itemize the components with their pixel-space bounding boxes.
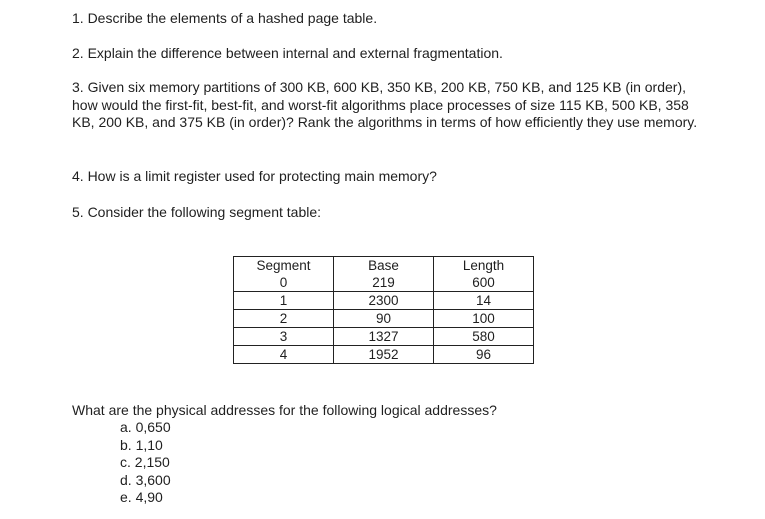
table-row bbox=[234, 274, 534, 292]
table-row bbox=[234, 292, 534, 310]
segment-table bbox=[233, 256, 534, 364]
segment-table-header bbox=[234, 257, 534, 275]
table-row bbox=[234, 328, 534, 346]
followup-question: What are the physical addresses for the following logical addresses? bbox=[72, 402, 497, 418]
base-cell: 1327 bbox=[334, 328, 434, 346]
list-item: e. 4,90 bbox=[120, 489, 163, 506]
header-segment: Segment bbox=[234, 257, 334, 275]
base-cell: 219 bbox=[334, 274, 434, 292]
table-row bbox=[234, 310, 534, 328]
base-cell: 1952 bbox=[334, 346, 434, 364]
length-cell: 580 bbox=[434, 328, 534, 346]
logical-address-list bbox=[120, 419, 171, 507]
header-length: Length bbox=[434, 257, 534, 275]
list-item: c. 2,150 bbox=[120, 454, 170, 471]
list-item: d. 3,600 bbox=[120, 471, 171, 488]
length-cell: 14 bbox=[434, 292, 534, 310]
question-4: 4. How is a limit register used for protecting main memory? bbox=[72, 168, 437, 184]
length-cell: 96 bbox=[434, 346, 534, 364]
question-1: 1. Describe the elements of a hashed page table. bbox=[72, 10, 378, 26]
list-item: b. 1,10 bbox=[120, 436, 163, 453]
question-2: 2. Explain the difference between internal and external fragmentation. bbox=[72, 45, 503, 61]
segment-cell: 1 bbox=[234, 292, 334, 310]
list-item: a. 0,650 bbox=[120, 419, 171, 435]
length-cell: 600 bbox=[434, 274, 534, 292]
segment-cell: 0 bbox=[234, 274, 334, 292]
header-base: Base bbox=[334, 257, 434, 275]
segment-cell: 2 bbox=[234, 310, 334, 328]
segment-cell: 4 bbox=[234, 346, 334, 364]
length-cell: 100 bbox=[434, 310, 534, 328]
question-5: 5. Consider the following segment table: bbox=[72, 204, 322, 220]
base-cell: 90 bbox=[334, 310, 434, 328]
segment-cell: 3 bbox=[234, 328, 334, 346]
question-3: 3. Given six memory partitions of 300 KB, 600 KB, 350 KB, 200 KB, 750 KB, and 125 KB (in order), how would the first-fit, best-fit, and worst-fit algorithms place processes of size 115 KB, 500 KB, 358 KB, 200 KB, and 375 KB (in order)? Rank the algorithms in terms of how efficiently they use memory. bbox=[72, 79, 698, 131]
base-cell: 2300 bbox=[334, 292, 434, 310]
table-row bbox=[234, 346, 534, 364]
